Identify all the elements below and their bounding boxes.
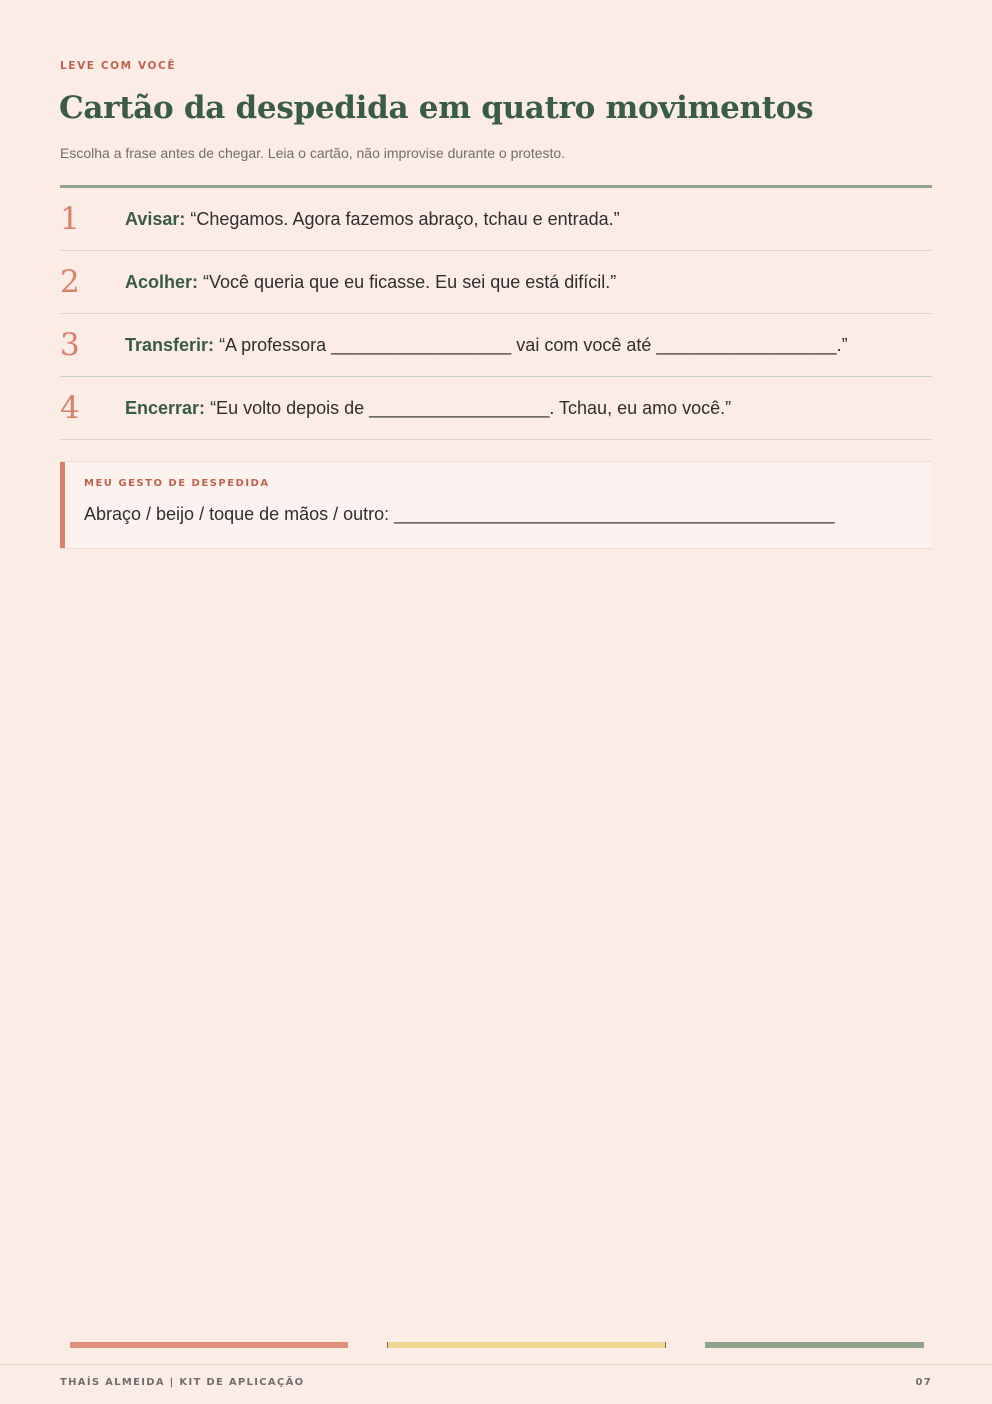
step-row [60,188,932,251]
step-phrase: “Chegamos. Agora fazemos abraço, tchau e entrada.” [190,208,620,229]
step-text [125,398,731,419]
step-text [125,272,616,293]
step-row [60,251,932,314]
step-phrase: “Você queria que eu ficasse. Eu sei que está difícil.” [203,271,617,292]
step-text [125,209,620,230]
footer-stripe-coral [70,1342,348,1348]
eyebrow-label: LEVE COM VOCÊ [60,60,177,72]
gesture-callout [60,461,932,549]
step-phrase: “Eu volto depois de __________________. Tchau, eu amo você.” [210,397,732,418]
step-number: 1 [60,201,80,237]
page-number: 07 [915,1377,932,1388]
step-verb: Avisar: [125,208,186,229]
gesture-label: MEU GESTO DE DESPEDIDA [84,478,270,489]
step-text [125,335,848,356]
footer-author: THAÍS ALMEIDA | KIT DE APLICAÇÃO [60,1377,305,1388]
page-title: Cartão da despedida em quatro movimentos [59,90,814,126]
steps-list [60,188,932,440]
page-subtitle: Escolha a frase antes de chegar. Leia o cartão, não improvise durante o protesto. [60,145,566,161]
footer-divider [0,1364,992,1365]
step-number: 4 [60,390,80,426]
gesture-fill-in: Abraço / beijo / toque de mãos / outro: ____________________________________________ [84,504,835,524]
footer-stripe-sage [705,1342,924,1348]
callout-accent-bar [60,462,65,548]
step-number: 3 [60,327,80,363]
step-phrase: “A professora __________________ vai com você até __________________.” [219,334,848,355]
footer-stripe-yellow [387,1342,666,1348]
step-verb: Acolher: [125,271,199,292]
step-row [60,377,932,440]
step-verb: Encerrar: [125,397,206,418]
step-row [60,314,932,377]
step-verb: Transferir: [125,334,215,355]
step-number: 2 [60,264,80,300]
